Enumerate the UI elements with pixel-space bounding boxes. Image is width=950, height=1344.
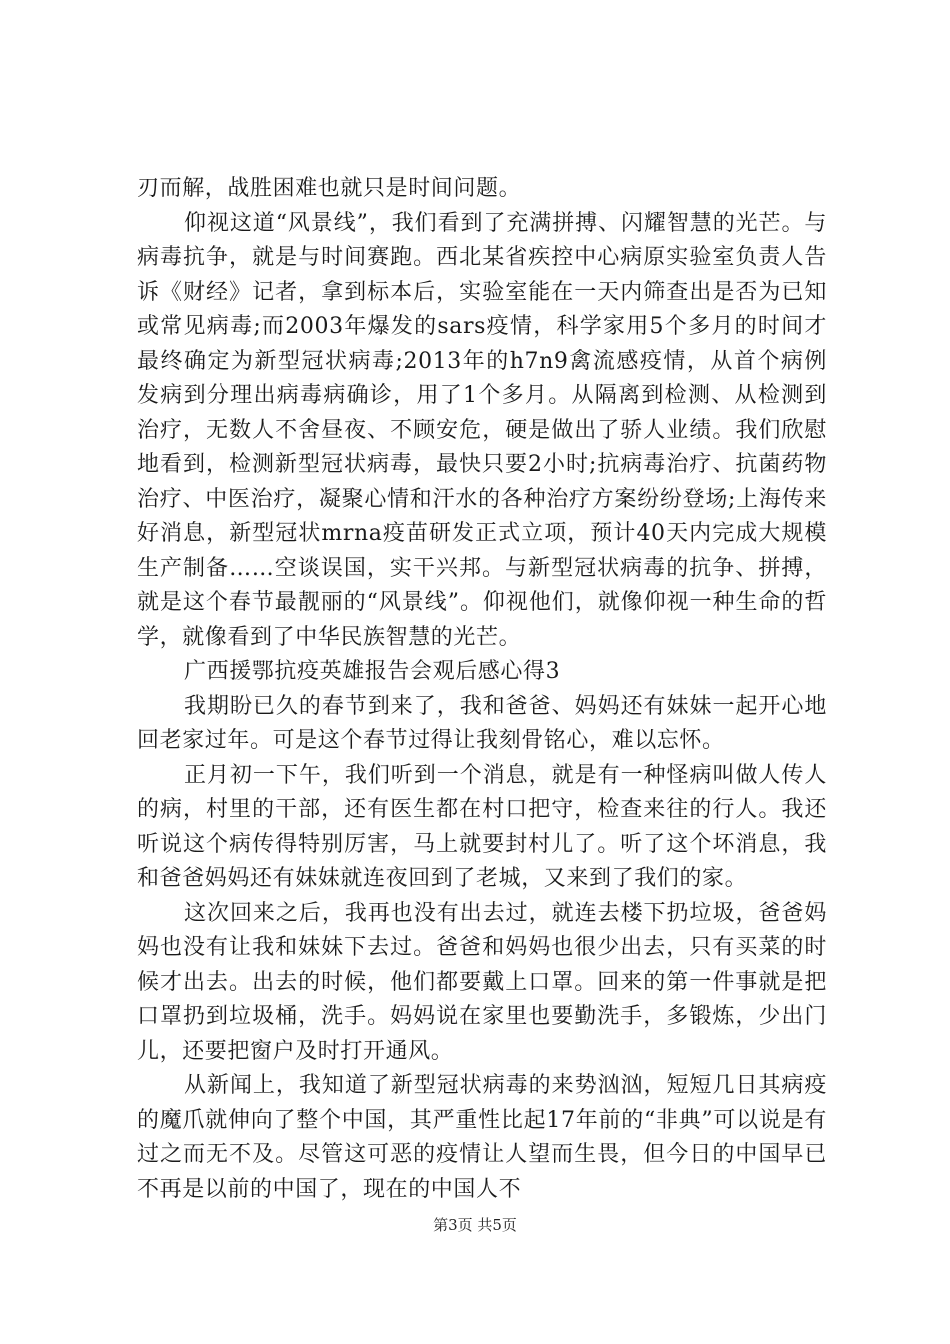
paragraph: 刃而解，战胜困难也就只是时间问题。 <box>137 176 522 201</box>
section-heading: 广西援鄂抗疫英雄报告会观后感心得3 <box>184 659 561 684</box>
paragraph: 我期盼已久的春节到来了，我和爸爸、妈妈还有妹妹一起开心地回老家过年。可是这个春节过得让我刻骨铭心，难以忘怀。 <box>137 693 827 753</box>
page-footer: 第3页 共5页 <box>433 1216 517 1234</box>
document-body <box>137 172 827 1207</box>
paragraph: 这次回来之后，我再也没有出去过，就连去楼下扔垃圾，爸爸妈妈也没有让我和妹妹下去过。爸爸和妈妈也很少出去，只有买菜的时候才出去。出去的时候，他们都要戴上口罩。回来的第一件事就是把口罩扔到垃圾桶，洗手。妈妈说在家里也要勤洗手，多锻炼，少出门儿，还要把窗户及时打开通风。 <box>137 900 827 1064</box>
paragraph: 仰视这道“风景线”，我们看到了充满拼搏、闪耀智慧的光芒。与病毒抗争，就是与时间赛跑。西北某省疾控中心病原实验室负责人告诉《财经》记者，拿到标本后，实验室能在一天内筛查出是否为已知或常见病毒;而2003年爆发的sars疫情，科学家用5个多月的时间才最终确定为新型冠状病毒;2013年的h7n9禽流感疫情，从首个病例发病到分理出病毒病确诊，用了1个多月。从隔离到检测、从检测到治疗，无数人不舍昼夜、不顾安危，硬是做出了骄人业绩。我们欣慰地看到，检测新型冠状病毒，最快只要2小时;抗病毒治疗、抗菌药物治疗、中医治疗，凝聚心情和汗水的各种治疗方案纷纷登场;上海传来好消息，新型冠状mrna疫苗研发正式立项，预计40天内完成大规模生产制备……空谈误国，实干兴邦。与新型冠状病毒的抗争、拼搏，就是这个春节最靓丽的“风景线”。仰视他们，就像仰视一种生命的哲学，就像看到了中华民族智慧的光芒。 <box>137 210 827 650</box>
paragraph: 正月初一下午，我们听到一个消息，就是有一种怪病叫做人传人的病，村里的干部，还有医生都在村口把守，检查来往的行人。我还听说这个病传得特别厉害，马上就要封村儿了。听了这个坏消息，我和爸爸妈妈还有妹妹就连夜回到了老城，又来到了我们的家。 <box>137 762 827 891</box>
paragraph: 从新闻上，我知道了新型冠状病毒的来势汹汹，短短几日其病疫的魔爪就伸向了整个中国，其严重性比起17年前的“非典”可以说是有过之而无不及。尽管这可恶的疫情让人望而生畏，但今日的中国早已不再是以前的中国了，现在的中国人不 <box>137 1073 827 1202</box>
